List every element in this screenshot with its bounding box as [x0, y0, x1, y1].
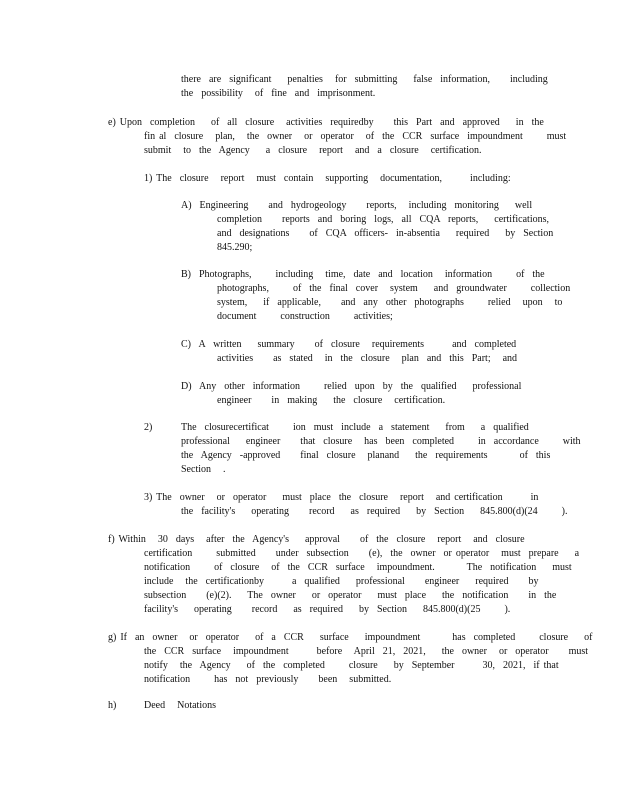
text-line: there are significant penalties for submitting false information, including [181, 74, 548, 85]
text-line: notification of closure of the CCR surface impoundment. The notification must [144, 562, 572, 573]
text-line: A) Engineering and hydrogeology reports, including monitoring well [181, 200, 533, 211]
text-line: g) If an owner or operator of a CCR surface impoundment has completed closure of [108, 632, 593, 643]
text-line: and designations of CQA officers- in-absentia required by Section [217, 228, 554, 239]
text-line: 1) The closure report must contain supporting documentation, including: [144, 173, 511, 184]
text-line: C) A written summary of closure requirements and completed [181, 339, 517, 350]
text-line: 3) The owner or operator must place the closure report and certification in [144, 492, 539, 503]
text-line: engineer in making the closure certification. [217, 395, 446, 406]
text-line: completion reports and boring logs, all CQA reports, certifications, [217, 214, 549, 225]
text-line: certification submitted under subsection (e), the owner or operator must prepare a [144, 548, 580, 559]
text-line: D) Any other information relied upon by the qualified professional [181, 381, 522, 392]
text-line: e) Upon completion of all closure activities requiredby this Part and approved in the [108, 117, 544, 128]
text-line: document construction activities; [217, 311, 393, 322]
text-line: include the certificationby a qualified professional engineer required by [144, 576, 539, 587]
text-line: fin al closure plan, the owner or operator of the CCR surface impoundment must [144, 131, 567, 142]
text-line: the Agency -approved final closure planand the requirements of this [181, 450, 551, 461]
text-line: photographs, of the final cover system and groundwater collection [217, 283, 571, 294]
text-line: system, if applicable, and any other photographs relied upon to [217, 297, 563, 308]
text-line: professional engineer that closure has been completed in accordance with [181, 436, 581, 447]
text-line: B) Photographs, including time, date and location information of the [181, 269, 545, 280]
section-heading: Deed Notations [144, 700, 216, 711]
text-line: activities as stated in the closure plan and this Part; and [217, 353, 518, 364]
text-line: subsection (e)(2). The owner or operator must place the notification in the [144, 590, 557, 601]
text-line: the facility's operating record as required by Section 845.800(d)(24 ). [181, 506, 568, 517]
text-line: f) Within 30 days after the Agency's approval of the closure report and closure [108, 534, 525, 545]
text-line: the possibility of fine and imprisonment. [181, 88, 376, 99]
text-line: notify the Agency of the completed closure by September 30, 2021, if that [144, 660, 559, 671]
subsection-number: 2) [144, 422, 153, 433]
text-line: notification has not previously been submitted. [144, 674, 392, 685]
text-line: Section . [181, 464, 226, 475]
text-line: submit to the Agency a closure report and a closure certification. [144, 145, 482, 156]
text-line: facility's operating record as required by Section 845.800(d)(25 ). [144, 604, 511, 615]
text-line: The closurecertificat ion must include a statement from a qualified [181, 422, 529, 433]
text-line: the CCR surface impoundment before April 21, 2021, the owner or operator must [144, 646, 589, 657]
item-number: h) [108, 700, 117, 711]
text-line: 845.290; [217, 242, 253, 253]
